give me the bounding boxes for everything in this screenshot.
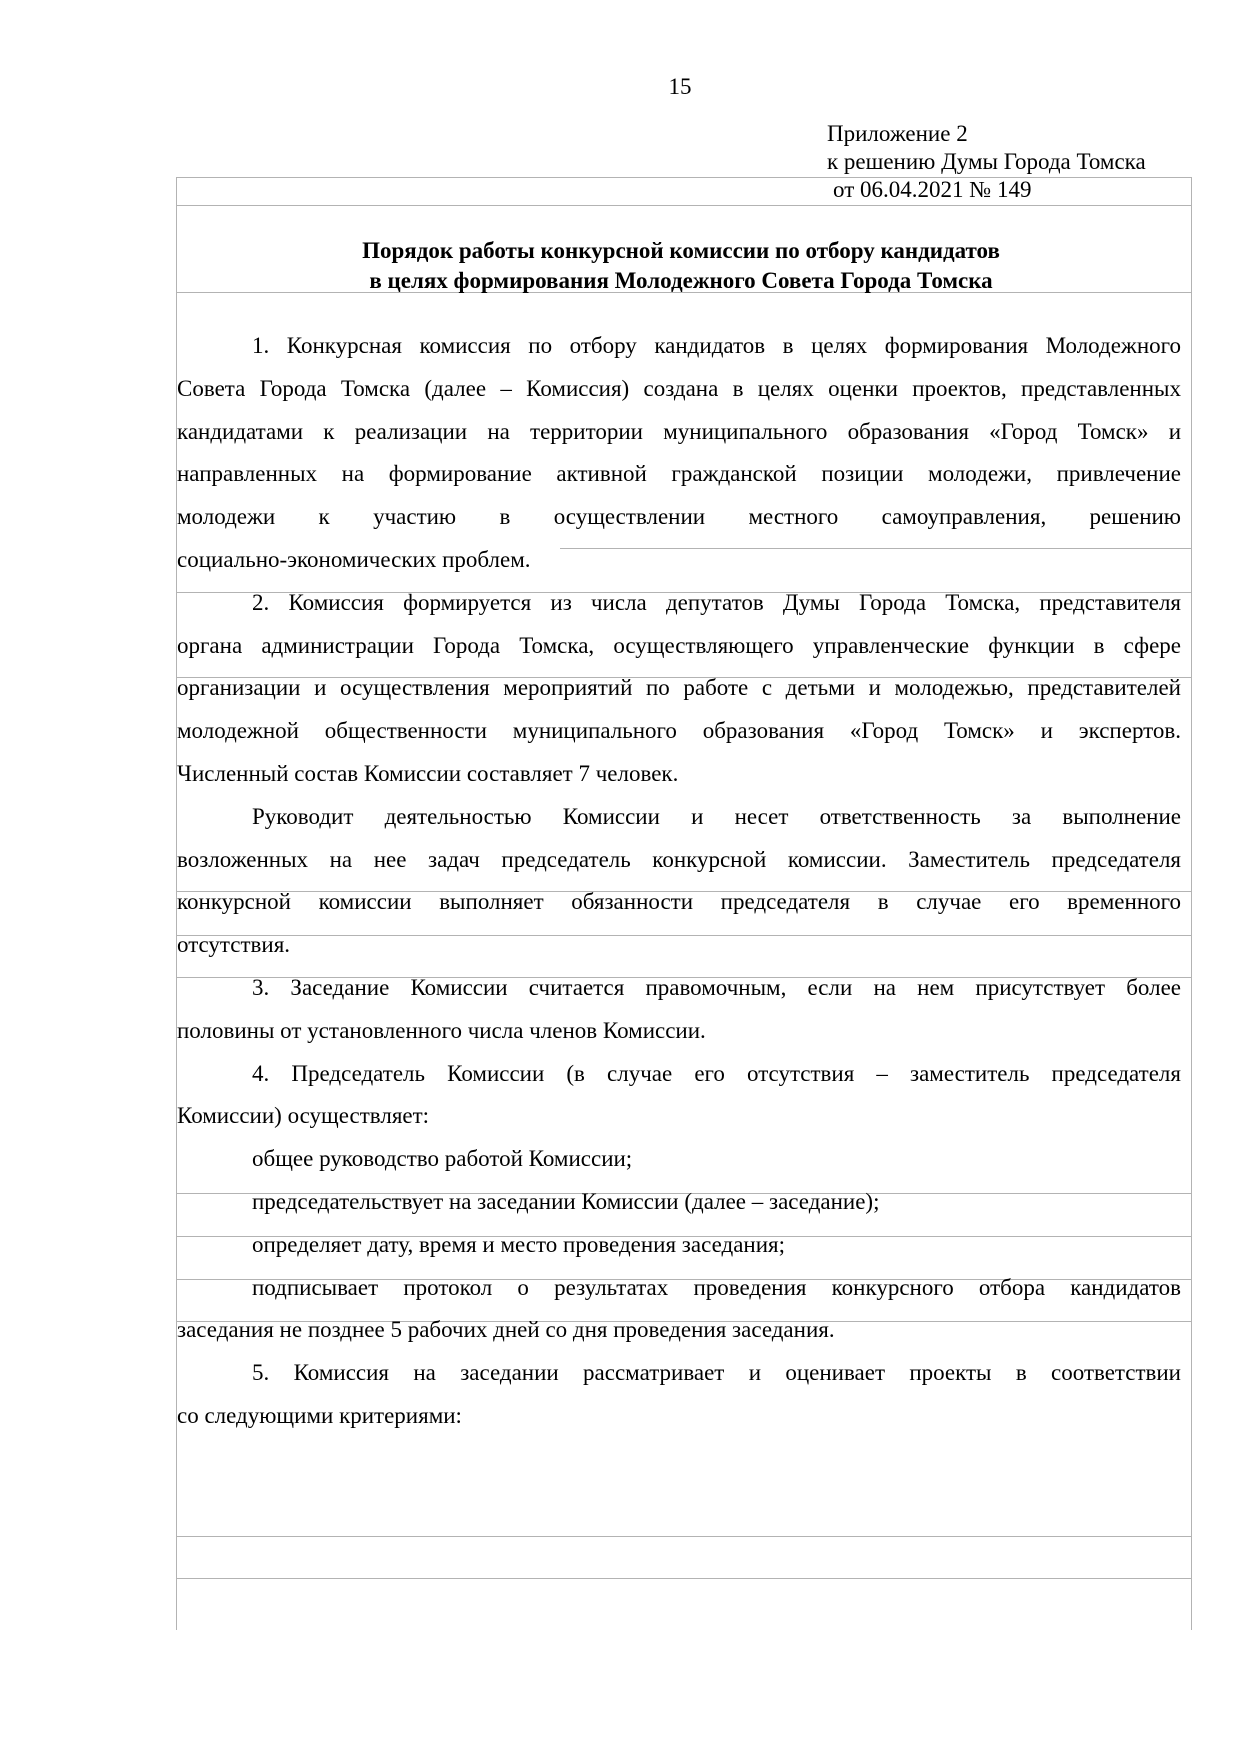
text-line: органа администрации Города Томска, осуществляющего управленческие функции в сфере xyxy=(177,633,1181,658)
grid-line-right xyxy=(1191,177,1192,1630)
text-line: отсутствия. xyxy=(177,932,291,957)
page-number: 15 xyxy=(668,74,692,99)
grid-line xyxy=(176,1536,1192,1537)
text-line: направленных на формирование активной гражданской позиции молодежи, привлечение xyxy=(177,461,1181,486)
text-line: 2. Комиссия формируется из числа депутатов Думы Города Томска, представителя xyxy=(252,590,1181,615)
text-line: социально-экономических проблем. xyxy=(177,547,531,572)
text-line: конкурсной комиссии выполняет обязанности председателя в случае его временного xyxy=(177,889,1181,914)
text-line: со следующими критериями: xyxy=(177,1403,462,1428)
text-line: молодежной общественности муниципального образования «Город Томск» и экспертов. xyxy=(177,718,1181,743)
text-line: Руководит деятельностью Комиссии и несет ответственность за выполнение xyxy=(252,804,1181,829)
appendix-line-2: к решению Думы Города Томска xyxy=(827,149,1146,174)
text-line: 5. Комиссия на заседании рассматривает и оценивает проекты в соответствии xyxy=(252,1360,1181,1385)
text-line: Совета Города Томска (далее – Комиссия) создана в целях оценки проектов, представленных xyxy=(177,376,1181,401)
document-title xyxy=(0,236,1240,296)
text-line: организации и осуществления мероприятий по работе с детьми и молодежью, представителей xyxy=(177,675,1181,700)
appendix-line-1: Приложение 2 xyxy=(827,121,968,146)
appendix-header xyxy=(827,120,1146,204)
text-line: кандидатами к реализации на территории муниципального образования «Город Томск» и xyxy=(177,419,1181,444)
text-line: подписывает протокол о результатах проведения конкурсного отбора кандидатов xyxy=(252,1275,1181,1300)
grid-line xyxy=(176,1578,1192,1579)
text-line: заседания не позднее 5 рабочих дней со дня проведения заседания. xyxy=(177,1317,835,1342)
text-line: Комиссии) осуществляет: xyxy=(177,1103,430,1128)
grid-line xyxy=(176,205,1192,206)
text-line: 3. Заседание Комиссии считается правомочным, если на нем присутствует более xyxy=(252,975,1181,1000)
text-line: Численный состав Комиссии составляет 7 человек. xyxy=(177,761,679,786)
text-line: возложенных на нее задач председатель конкурсной комиссии. Заместитель председателя xyxy=(177,847,1181,872)
text-line: 4. Председатель Комиссии (в случае его отсутствия – заместитель председателя xyxy=(252,1061,1181,1086)
appendix-line-3: от 06.04.2021 № 149 xyxy=(833,177,1032,202)
text-line: молодежи к участию в осуществлении местного самоуправления, решению xyxy=(177,504,1181,529)
grid-line xyxy=(176,177,1192,178)
text-line: определяет дату, время и место проведения заседания; xyxy=(252,1232,785,1257)
text-line: 1. Конкурсная комиссия по отбору кандидатов в целях формирования Молодежного xyxy=(252,333,1181,358)
text-line: половины от установленного числа членов Комиссии. xyxy=(177,1018,706,1043)
text-line: председательствует на заседании Комиссии (далее – заседание); xyxy=(252,1189,880,1214)
title-line-1: Порядок работы конкурсной комиссии по отбору кандидатов xyxy=(362,238,1000,263)
text-line: общее руководство работой Комиссии; xyxy=(252,1146,633,1171)
title-line-2: в целях формирования Молодежного Совета Города Томска xyxy=(369,268,993,293)
